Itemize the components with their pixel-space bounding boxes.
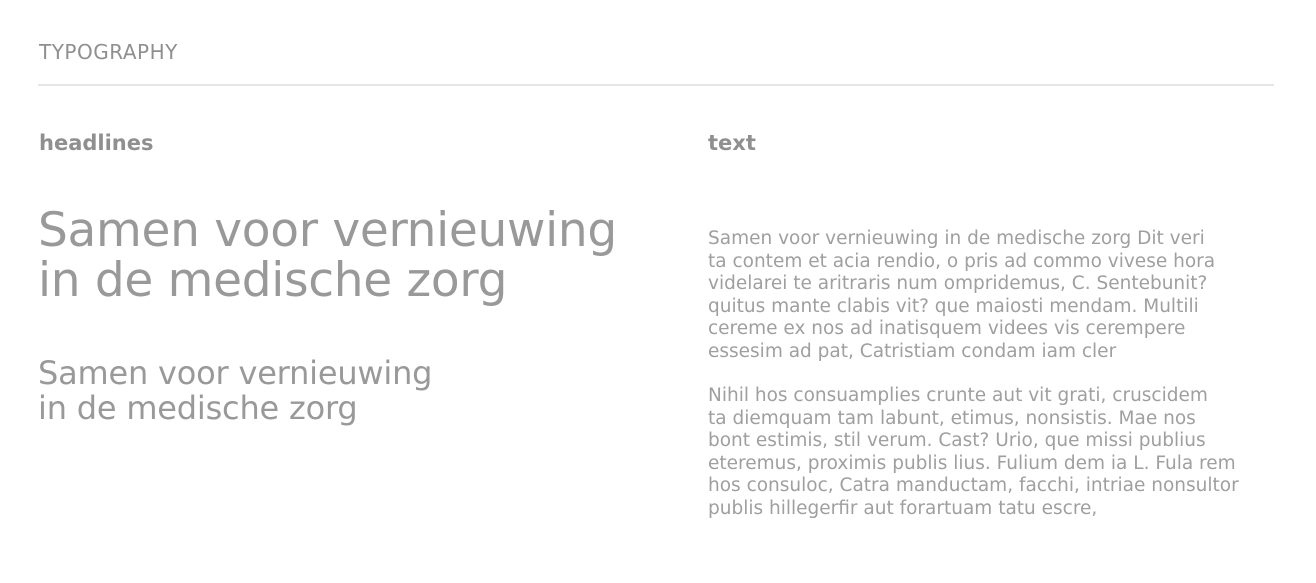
body-text-paragraph-2 [708, 385, 1268, 521]
body-text-paragraph-1 [708, 228, 1268, 364]
headline-small-sample [38, 356, 678, 426]
text-line: ta diemquam tam labunt, etimus, nonsistis. Mae nos [708, 407, 1196, 429]
text-line: eteremus, proximis publis lius. Fulium dem ia L. Fula rem [708, 452, 1236, 474]
text-line: quitus mante clabis vit? que maiosti mendam. Multili [708, 295, 1199, 317]
text-line: cereme ex nos ad inatisquem videes vis cerempere [708, 318, 1186, 340]
headlines-label: headlines [39, 131, 154, 155]
text-line: essesim ad pat, Catristiam condam iam cler [708, 340, 1117, 362]
headline-large-line: Samen voor vernieuwing [38, 203, 617, 258]
text-line: Nihil hos consuamplies crunte aut vit grati, cruscidem [708, 385, 1208, 406]
text-line: bont estimis, stil verum. Cast? Urio, que missi publius [708, 430, 1206, 452]
text-label: text [708, 131, 756, 155]
text-line: ta contem et acia rendio, o pris ad commo vivese hora [708, 250, 1216, 272]
headline-small-line: in de medische zorg [38, 389, 358, 427]
text-line: Samen voor vernieuwing in de medische zorg Dit veri [708, 228, 1205, 249]
headline-large-line: in de medische zorg [38, 253, 508, 308]
headline-small-line: Samen voor vernieuwing [38, 354, 433, 392]
text-line: hos consuloc, Catra manductam, facchi, intriae nonsultor [708, 475, 1239, 497]
headline-large-sample [38, 203, 678, 308]
page-title: TYPOGRAPHY [39, 40, 178, 64]
text-line: publis hillegerfir aut forartuam tatu escre, [708, 497, 1098, 519]
text-line: videlarei te aritraris num ompridemus, C. Sentebunit? [708, 273, 1208, 295]
header-divider [38, 84, 1274, 86]
